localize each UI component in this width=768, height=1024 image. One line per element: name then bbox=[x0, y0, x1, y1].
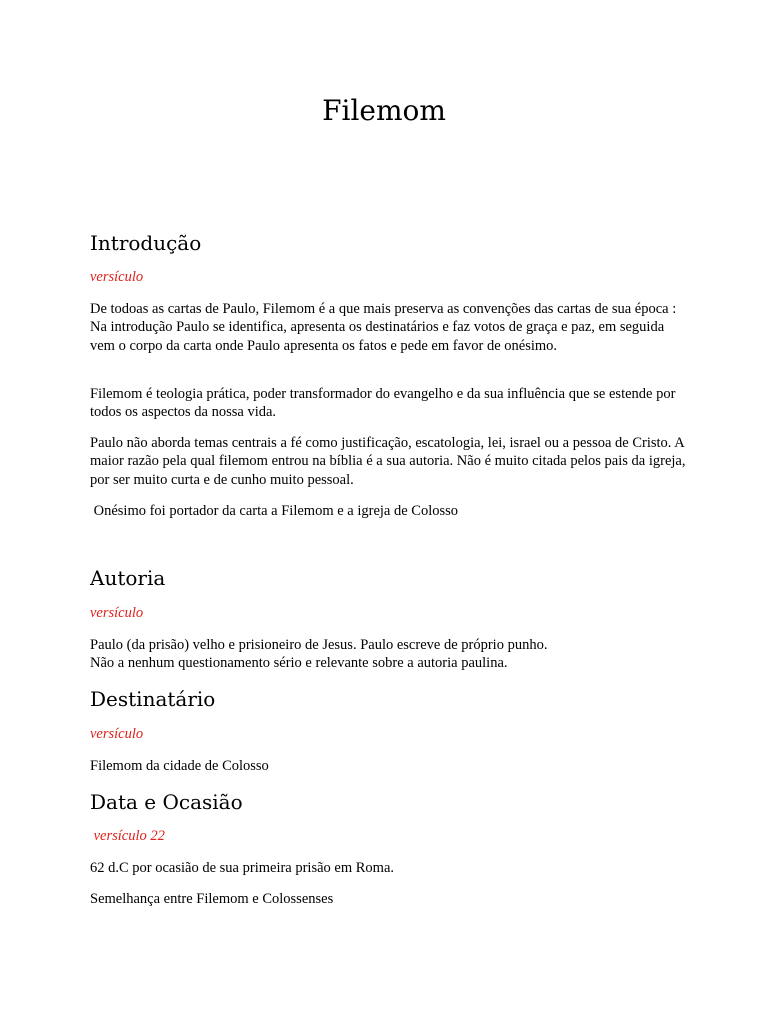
document-title: Filemom bbox=[322, 94, 446, 127]
verse-reference: versículo bbox=[90, 726, 144, 742]
paragraph: Semelhança entre Filemom e Colossenses bbox=[90, 891, 334, 907]
paragraph: Filemom é teologia prática, poder transformador do evangelho e da sua influência que se estende por todos os aspectos da nossa vida. bbox=[90, 386, 676, 421]
section-heading-destinatario: Destinatário bbox=[90, 687, 216, 711]
paragraph: Paulo não aborda temas centrais a fé como justificação, escatologia, lei, israel ou a pessoa de Cristo. A maior razão pela qual filemom entrou na bíblia é a sua autoria. Não é muito citada pelos pais da igreja, por ser muito curta e de cunho muito pessoal. bbox=[90, 435, 686, 488]
paragraph: Onésimo foi portador da carta a Filemom e a igreja de Colosso bbox=[90, 503, 459, 519]
paragraph: Não a nenhum questionamento sério e relevante sobre a autoria paulina. bbox=[90, 655, 508, 671]
verse-reference: versículo bbox=[90, 605, 144, 621]
verse-reference: versículo bbox=[90, 269, 144, 285]
section-heading-autoria: Autoria bbox=[90, 566, 166, 590]
paragraph: 62 d.C por ocasião de sua primeira prisão em Roma. bbox=[90, 860, 395, 876]
paragraph: Filemom da cidade de Colosso bbox=[90, 758, 269, 774]
paragraph: Paulo (da prisão) velho e prisioneiro de Jesus. Paulo escreve de próprio punho. bbox=[90, 637, 548, 653]
verse-reference: versículo 22 bbox=[90, 828, 165, 844]
section-heading-introducao: Introdução bbox=[90, 231, 202, 255]
section-heading-data-e-ocasiao: Data e Ocasião bbox=[90, 790, 243, 814]
paragraph: De todoas as cartas de Paulo, Filemom é a que mais preserva as convenções das cartas de sua época : Na introdução Paulo se identifica, apresenta os destinatários e faz votos de graça e paz, em seguida vem o corpo da carta onde Paulo apresenta os fatos e pede em favor de onésimo. bbox=[90, 301, 677, 354]
